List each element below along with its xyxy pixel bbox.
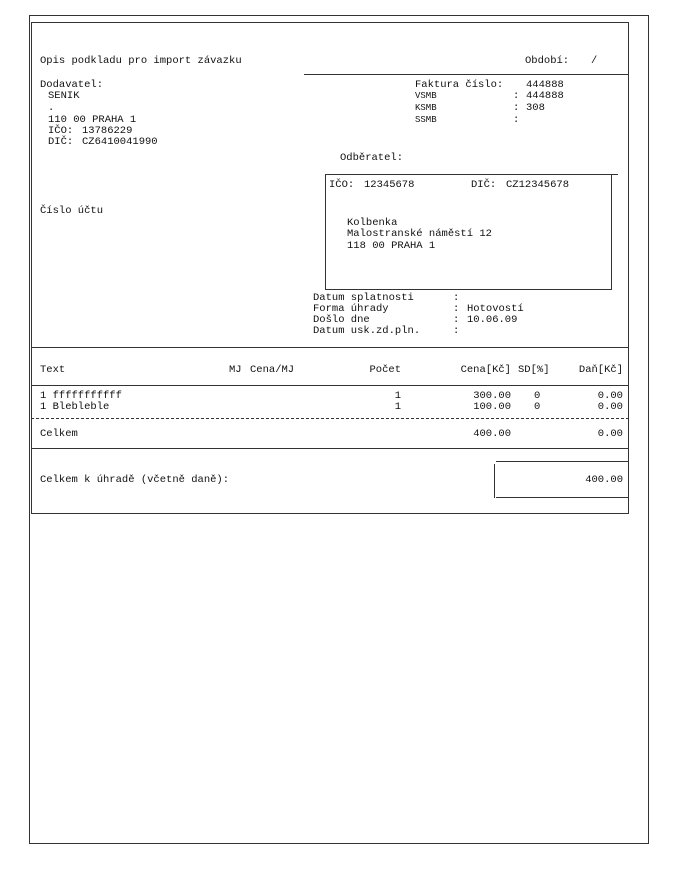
- bottom-border: [31, 513, 629, 514]
- col-tax: Daň[Kč]: [578, 364, 623, 376]
- col-price-mj: Cena/MJ: [250, 364, 295, 376]
- row-count: 1: [394, 390, 401, 402]
- ssmb-label: SSMB: [415, 115, 437, 125]
- grand-total-box-top: [496, 461, 628, 462]
- customer-box-top: [325, 174, 618, 175]
- tax-date-label: Datum usk.zd.pln.: [313, 325, 421, 337]
- table-rows-separator: [31, 418, 629, 419]
- vsmb-value: 444888: [526, 90, 564, 102]
- supplier-label: Dodavatel:: [40, 79, 104, 91]
- customer-box-right: [611, 174, 612, 289]
- row-text: 1 fffffffffff: [40, 390, 122, 402]
- grand-total-value: 400.00: [585, 474, 623, 486]
- received-date-label: Došlo dne: [313, 314, 370, 326]
- grand-total-box-bottom: [496, 497, 628, 498]
- customer-dic-label: DIČ:: [471, 179, 497, 191]
- customer-city: 118 00 PRAHA 1: [347, 240, 436, 252]
- top-border: [31, 22, 629, 23]
- period-value: /: [591, 55, 598, 67]
- payment-form-value: Hotovostí: [467, 303, 524, 315]
- ksmb-value: 308: [526, 102, 545, 114]
- grand-total-box-left: [494, 464, 495, 498]
- total-underline: [31, 448, 629, 449]
- form-right-border: [628, 23, 629, 514]
- row-tax: 0.00: [597, 390, 623, 402]
- header-underline: [304, 74, 629, 75]
- col-mj: MJ: [229, 364, 242, 376]
- col-count: Počet: [369, 364, 401, 376]
- customer-box-left: [325, 174, 326, 289]
- table-header-underline: [31, 385, 629, 386]
- due-date-label: Datum splatnosti: [313, 292, 414, 304]
- customer-street: Malostranské náměstí 12: [347, 228, 492, 240]
- row-price: 300.00: [473, 390, 511, 402]
- vsmb-label: VSMB: [415, 91, 437, 101]
- page-title: Opis podkladu pro import závazku: [40, 55, 242, 67]
- col-text: Text: [40, 364, 66, 376]
- table-top-border: [31, 347, 629, 348]
- customer-label: Odběratel:: [340, 152, 404, 164]
- row-text: 1 Blebleble: [40, 401, 110, 413]
- row-count: 1: [394, 401, 401, 413]
- period-label: Období:: [525, 55, 570, 67]
- total-tax: 0.00: [597, 428, 623, 440]
- row-price: 100.00: [473, 401, 511, 413]
- customer-dic: CZ12345678: [506, 179, 570, 191]
- invoice-number-label: Faktura číslo:: [415, 79, 504, 91]
- row-tax: 0.00: [597, 401, 623, 413]
- supplier-line2: .: [48, 102, 55, 114]
- supplier-city: 110 00 PRAHA 1: [48, 114, 137, 126]
- received-date-value: 10.06.09: [467, 314, 518, 326]
- grand-total-label: Celkem k úhradě (včetně daně):: [40, 474, 230, 486]
- customer-ico-label: IČO:: [329, 179, 355, 191]
- account-label: Číslo účtu: [40, 205, 104, 217]
- ksmb-label: KSMB: [415, 103, 437, 113]
- customer-name: Kolbenka: [347, 217, 398, 229]
- row-sd: 0: [534, 401, 541, 413]
- col-price: Cena[Kč]: [460, 364, 511, 376]
- invoice-form: Opis podkladu pro import závazku Období: / Dodavatel: SENIK . 110 00 PRAHA 1 IČO: 13786229 DIČ: CZ6410041990 Faktura číslo: 444888 VSMB : 444888 KSMB : 308 SSMB : Odběratel: IČO: 12345678 DIČ: CZ12345678 Kolbenka Malostranské náměstí 12 118 00 PRAHA 1 Číslo účtu Datum splatnosti : Forma úhrady : Hotovostí Došlo dne : 10.06.09 Datum usk.zd.pln. : Text MJ Cena/MJ Počet Cena[Kč] SD[%] Daň[Kč] 1 fffffffffff 1 300.00 0 0.00 1 Blebleble 1 100.00 0 0.00 Celkem 400.00 0.00 Celkem k úhradě (včetně daně): 400.00: [31, 23, 630, 514]
- supplier-dic-label: DIČ:: [48, 136, 74, 148]
- total-price: 400.00: [473, 428, 511, 440]
- supplier-ico: 13786229: [82, 125, 133, 137]
- payment-form-label: Forma úhrady: [313, 303, 389, 315]
- customer-box-bottom: [325, 289, 612, 290]
- invoice-number: 444888: [526, 79, 564, 91]
- col-sd: SD[%]: [518, 364, 550, 376]
- row-sd: 0: [534, 390, 541, 402]
- supplier-ico-label: IČO:: [48, 125, 74, 137]
- supplier-name: SENIK: [48, 90, 80, 102]
- total-label: Celkem: [40, 428, 78, 440]
- form-left-border: [31, 23, 32, 514]
- supplier-dic: CZ6410041990: [82, 136, 158, 148]
- customer-ico: 12345678: [364, 179, 415, 191]
